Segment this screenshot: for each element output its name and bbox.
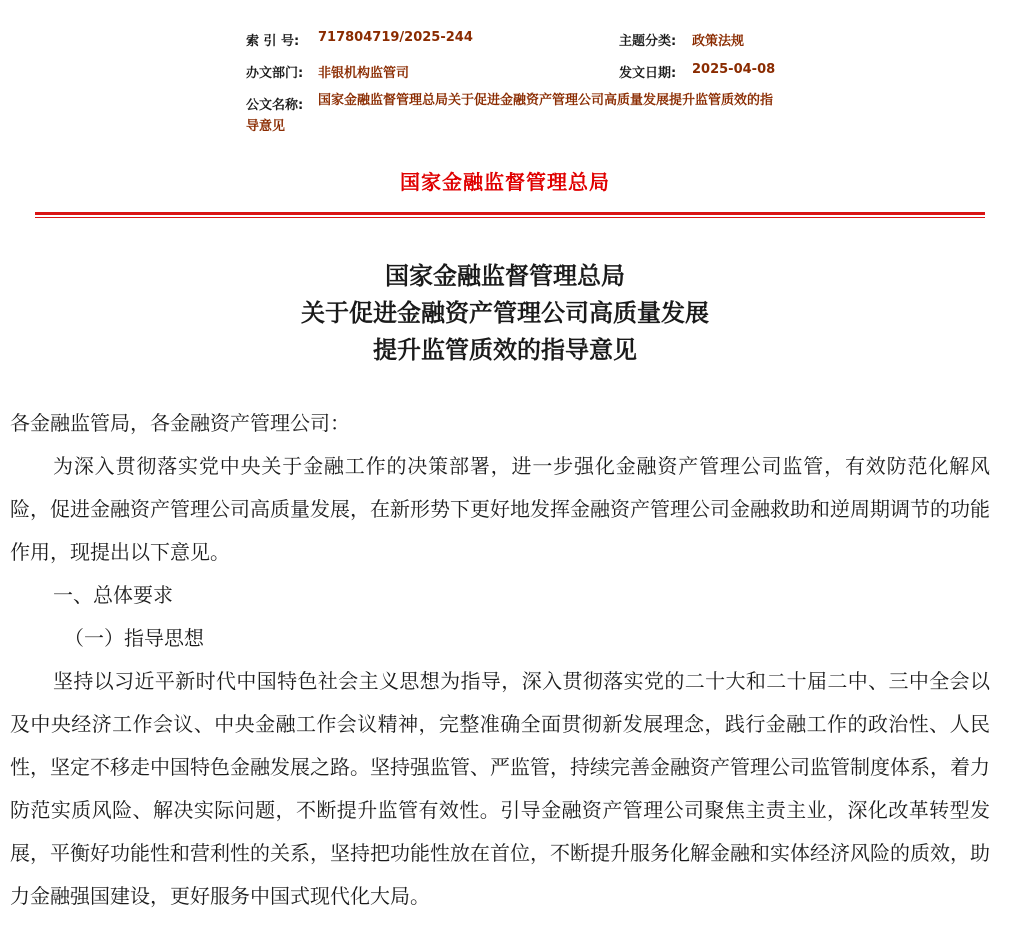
name-value-line1: 国家金融监督管理总局关于促进金融资产管理公司高质量发展提升监管质效的指 — [318, 93, 774, 108]
category-value: 政策法规 — [692, 34, 745, 49]
meta-row-index — [246, 26, 846, 58]
title-line-3: 提升监管质效的指导意见 — [373, 336, 637, 364]
document-meta-table — [246, 26, 846, 150]
document-title — [0, 258, 1010, 369]
index-value: 717804719/2025-244 — [318, 30, 473, 45]
title-line-2: 关于促进金融资产管理公司高质量发展 — [301, 299, 709, 327]
red-rule-thick — [35, 212, 985, 215]
category-label: 主题分类: — [619, 34, 677, 49]
name-label: 公文名称: — [246, 98, 304, 113]
document-body — [10, 402, 990, 918]
salutation: 各金融监管局，各金融资产管理公司： — [10, 411, 350, 435]
date-value: 2025-04-08 — [692, 62, 776, 77]
dept-label: 办文部门: — [246, 66, 304, 81]
issuing-org-header: 国家金融监督管理总局 — [400, 170, 610, 194]
intro-paragraph: 为深入贯彻落实党中央关于金融工作的决策部署，进一步强化金融资产管理公司监管，有效防范化解风险，促进金融资产管理公司高质量发展，在新形势下更好地发挥金融资产管理公司金融救助和逆周期调节的功能作用，现提出以下意见。 — [10, 454, 990, 564]
date-label: 发文日期: — [619, 66, 677, 81]
dept-value: 非银机构监管司 — [318, 66, 410, 81]
guiding-thought-paragraph: 坚持以习近平新时代中国特色社会主义思想为指导，深入贯彻落实党的二十大和二十届二中、三中全会以及中央经济工作会议、中央金融工作会议精神，完整准确全面贯彻新发展理念，践行金融工作的政治性、人民性，坚定不移走中国特色金融发展之路。坚持强监管、严监管，持续完善金融资产管理公司监管制度体系，着力防范实质风险、解决实际问题，不断提升监管有效性。引导金融资产管理公司聚焦主责主业，深化改革转型发展，平衡好功能性和营利性的关系，坚持把功能性放在首位，不断提升服务化解金融和实体经济风险的质效，助力金融强国建设，更好服务中国式现代化大局。 — [10, 669, 990, 908]
meta-row-dept — [246, 58, 846, 90]
title-line-1: 国家金融监督管理总局 — [385, 262, 625, 290]
subsection-heading-1: （一）指导思想 — [64, 626, 204, 650]
name-value-line2: 导意见 — [246, 119, 286, 134]
index-label: 索 引 号: — [246, 34, 300, 49]
section-heading-1: 一、总体要求 — [53, 583, 173, 607]
red-rule-thin — [35, 217, 985, 218]
meta-row-name — [246, 90, 846, 150]
